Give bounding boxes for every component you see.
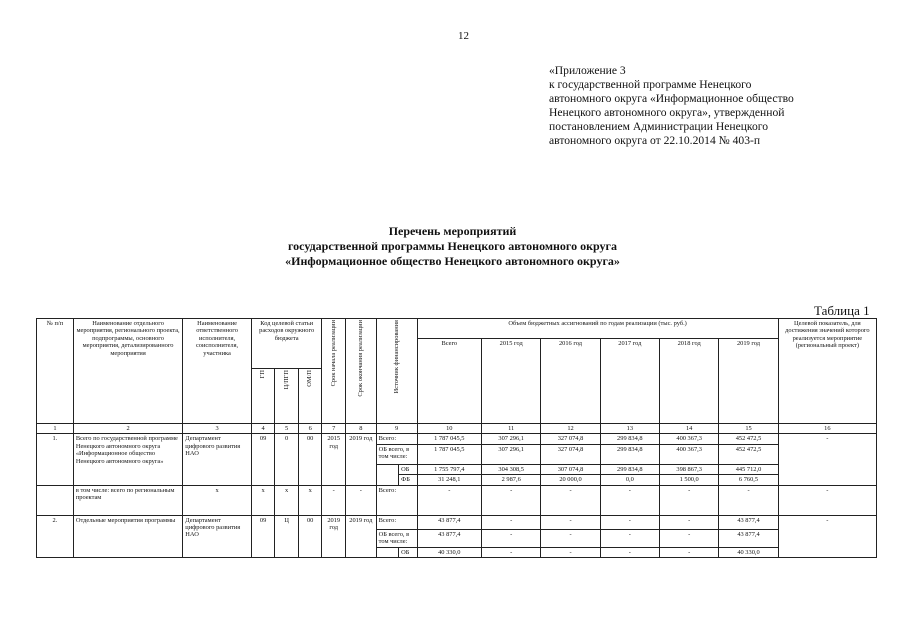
row-2015: - xyxy=(482,515,541,529)
row-om: 00 xyxy=(298,515,322,557)
row-2018: 400 367,3 xyxy=(660,444,719,464)
row-executor: x xyxy=(183,485,252,515)
row-cp: x xyxy=(275,485,299,515)
row-total: 43 877,4 xyxy=(417,529,481,547)
row-source: Всего: xyxy=(376,515,417,529)
row-2019: 43 877,4 xyxy=(719,515,778,529)
row-2018: 1 500,0 xyxy=(660,475,719,485)
header-end: Срок окончания реализации xyxy=(345,319,376,424)
col-number: 5 xyxy=(275,424,299,434)
header-volume: Объем бюджетных ассигнований по годам реализации (тыс. руб.) xyxy=(417,319,778,339)
header-gp: ГП xyxy=(251,369,275,424)
row-total: - xyxy=(417,485,481,515)
header-start: Срок начала реализации xyxy=(322,319,346,424)
row-2018: - xyxy=(660,529,719,547)
header-ommp: ОМ/П xyxy=(298,369,322,424)
row-2017: - xyxy=(600,529,659,547)
row-2017: 299 834,8 xyxy=(600,434,659,444)
row-2017: 0,0 xyxy=(600,475,659,485)
row-om: x xyxy=(298,485,322,515)
col-number: 9 xyxy=(376,424,417,434)
appendix-line: к государственной программе Ненецкого xyxy=(549,78,752,91)
row-2016: - xyxy=(541,515,600,529)
row-name: Отдельные мероприятия программы xyxy=(73,515,182,557)
table-row xyxy=(37,485,877,515)
header-cpgp: Ц/ПГП xyxy=(275,369,299,424)
row-cp: 0 xyxy=(275,434,299,485)
row-executor: Департамент цифрового развития НАО xyxy=(183,515,252,557)
row-2015: 307 296,1 xyxy=(482,434,541,444)
row-indicator: - xyxy=(778,485,876,515)
row-2017: 299 834,8 xyxy=(600,444,659,464)
row-total: 40 330,0 xyxy=(417,547,481,557)
row-2016: 327 074,8 xyxy=(541,434,600,444)
row-indicator: - xyxy=(778,434,876,485)
row-indicator: - xyxy=(778,515,876,557)
table-row xyxy=(37,434,877,444)
appendix-line: автономного округа «Информационное общество xyxy=(549,92,794,105)
row-end: 2019 год xyxy=(345,515,376,557)
row-2018: - xyxy=(660,485,719,515)
row-total: 1 755 797,4 xyxy=(417,464,481,474)
header-2019: 2019 год xyxy=(719,339,778,424)
row-2016: 307 074,8 xyxy=(541,464,600,474)
row-start: - xyxy=(322,485,346,515)
title-line: Перечень мероприятий xyxy=(388,224,517,238)
row-2015: 304 308,5 xyxy=(482,464,541,474)
measures-table xyxy=(36,318,877,558)
row-source-sub: ОБ xyxy=(399,464,417,474)
col-number: 10 xyxy=(417,424,481,434)
row-source-sub: ФБ xyxy=(399,475,417,485)
row-gp: 09 xyxy=(251,515,275,557)
title-line: «Информационное общество Ненецкого автономного округа» xyxy=(285,254,620,268)
row-2015: - xyxy=(482,529,541,547)
row-2016: - xyxy=(541,547,600,557)
appendix-note xyxy=(549,64,879,148)
header-indicator: Целевой показатель, для достижения значений которого реализуется мероприятие (региональный проект) xyxy=(778,319,876,424)
col-number: 11 xyxy=(482,424,541,434)
col-number: 12 xyxy=(541,424,600,434)
page-number: 12 xyxy=(458,30,469,42)
row-gp: 09 xyxy=(251,434,275,485)
row-2018: 398 867,3 xyxy=(660,464,719,474)
col-number: 2 xyxy=(73,424,182,434)
row-2015: - xyxy=(482,485,541,515)
header-2016: 2016 год xyxy=(541,339,600,424)
row-2016: 327 074,8 xyxy=(541,444,600,464)
header-budget-code: Код целевой статьи расходов окружного бюджета xyxy=(251,319,322,369)
row-2018: - xyxy=(660,515,719,529)
row-start: 2015 год xyxy=(322,434,346,485)
title-line: государственной программы Ненецкого автономного округа xyxy=(288,239,617,253)
row-2019: 40 330,0 xyxy=(719,547,778,557)
row-source-indent xyxy=(376,464,399,474)
row-name: Всего по государственной программе Ненецкого автономного округа «Информационное общество Ненецкого автономного округа» xyxy=(73,434,182,485)
row-2016: 20 000,0 xyxy=(541,475,600,485)
row-2015: 307 296,1 xyxy=(482,444,541,464)
row-2017: 299 834,8 xyxy=(600,464,659,474)
row-end: 2019 год xyxy=(345,434,376,485)
row-executor: Департамент цифрового развития НАО xyxy=(183,434,252,485)
row-2019: 6 760,5 xyxy=(719,475,778,485)
row-2019: 43 877,4 xyxy=(719,529,778,547)
col-number: 8 xyxy=(345,424,376,434)
row-total: 31 248,1 xyxy=(417,475,481,485)
col-number: 7 xyxy=(322,424,346,434)
col-number: 4 xyxy=(251,424,275,434)
row-2017: - xyxy=(600,485,659,515)
row-2016: - xyxy=(541,485,600,515)
row-start: 2019 год xyxy=(322,515,346,557)
col-number: 14 xyxy=(660,424,719,434)
row-num: 1. xyxy=(37,434,74,485)
col-number: 16 xyxy=(778,424,876,434)
header-num: № п/п xyxy=(37,319,74,424)
row-source-sub: ОБ xyxy=(399,547,417,557)
header-source: Источник финансирования xyxy=(376,319,417,424)
header-executor: Наименование ответственного исполнителя, соисполнителя, участника xyxy=(183,319,252,424)
col-number: 6 xyxy=(298,424,322,434)
row-total: 43 877,4 xyxy=(417,515,481,529)
appendix-line: Ненецкого автономного округа», утвержденной xyxy=(549,106,785,119)
col-number: 13 xyxy=(600,424,659,434)
row-source: ОБ всего, в том числе: xyxy=(376,529,417,547)
row-source: Всего: xyxy=(376,434,417,444)
header-2018: 2018 год xyxy=(660,339,719,424)
row-2015: - xyxy=(482,547,541,557)
header-total: Всего xyxy=(417,339,481,424)
row-num: 2. xyxy=(37,515,74,557)
row-2016: - xyxy=(541,529,600,547)
row-2019: 452 472,5 xyxy=(719,444,778,464)
header-name: Наименование отдельного мероприятия, регионального проекта, подпрограммы, основного мероприятия, детализированного мероприятия xyxy=(73,319,182,424)
row-2017: - xyxy=(600,547,659,557)
row-source: ОБ всего, в том числе: xyxy=(376,444,417,464)
col-number: 15 xyxy=(719,424,778,434)
appendix-line: автономного округа от 22.10.2014 № 403-п xyxy=(549,134,761,147)
row-source-indent xyxy=(376,547,399,557)
col-number: 3 xyxy=(183,424,252,434)
row-2019: 452 472,5 xyxy=(719,434,778,444)
table-caption: Таблица 1 xyxy=(814,303,870,318)
appendix-line: «Приложение 3 xyxy=(549,64,626,77)
row-total: 1 787 045,5 xyxy=(417,444,481,464)
header-2015: 2015 год xyxy=(482,339,541,424)
row-2018: - xyxy=(660,547,719,557)
row-end: - xyxy=(345,485,376,515)
row-2019: 445 712,0 xyxy=(719,464,778,474)
row-2017: - xyxy=(600,515,659,529)
row-gp: x xyxy=(251,485,275,515)
document-title xyxy=(0,224,905,269)
row-name: в том числе: всего по региональным проектам xyxy=(73,485,182,515)
row-2019: - xyxy=(719,485,778,515)
row-source: Всего: xyxy=(376,485,417,515)
row-num xyxy=(37,485,74,515)
col-number: 1 xyxy=(37,424,74,434)
row-2015: 2 987,6 xyxy=(482,475,541,485)
row-source-indent xyxy=(376,475,399,485)
appendix-line: постановлением Администрации Ненецкого xyxy=(549,120,769,133)
header-2017: 2017 год xyxy=(600,339,659,424)
row-2018: 400 367,3 xyxy=(660,434,719,444)
row-om: 00 xyxy=(298,434,322,485)
row-cp: Ц xyxy=(275,515,299,557)
row-total: 1 787 045,5 xyxy=(417,434,481,444)
table-row xyxy=(37,515,877,529)
